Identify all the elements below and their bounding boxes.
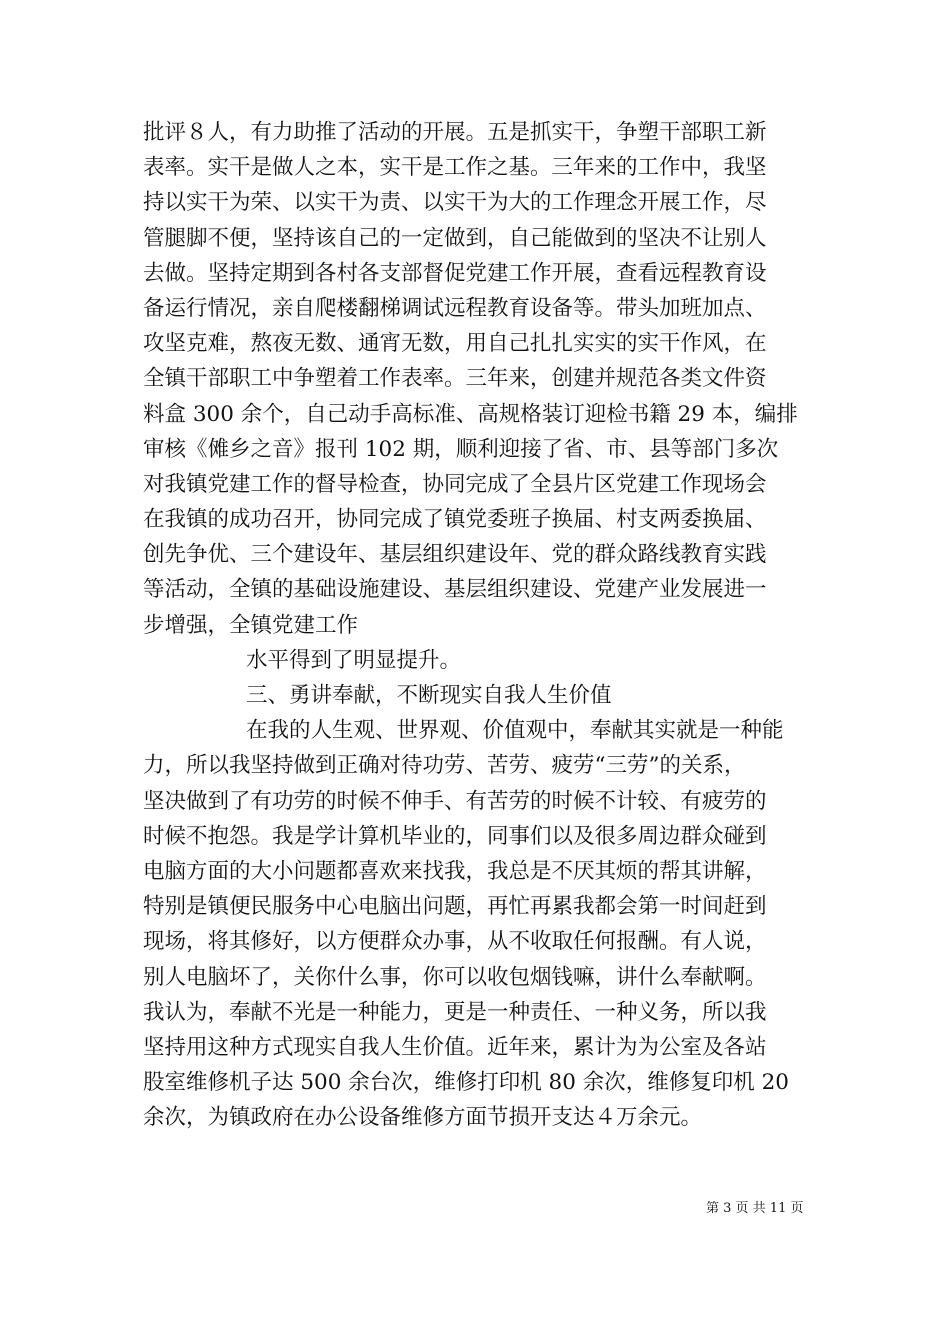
text-line: 备运行情况，亲自爬楼翻梯调试远程教育设备等。带头加班加点、 [143,295,767,321]
text-line: 持以实干为荣、以实干为责、以实干为大的工作理念开展工作，尽 [143,190,767,216]
text-line: 管腿脚不便，坚持该自己的一定做到，自己能做到的坚决不让别人 [143,225,767,251]
text-line: 力，所以我坚持做到正确对待功劳、苦劳、疲劳“三劳”的关系， [143,753,746,779]
text-line: 现场，将其修好，以方便群众办事，从不收取任何报酬。有人说， [143,929,767,955]
text-line: 特别是镇便民服务中心电脑出问题，再忙再累我都会第一时间赶到 [143,894,767,920]
text-line: 在我的人生观、世界观、价值观中，奉献其实就是一种能 [246,718,784,744]
text-line: 审核《傩乡之音》报刊 102 期，顺利迎接了省、市、县等部门多次 [143,436,779,462]
text-line: 别人电脑坏了，关你什么事，你可以收包烟钱嘛，讲什么奉献啊。 [143,964,767,990]
text-line: 余次，为镇政府在办公设备维修方面节损开支达４万余元。 [143,1105,703,1131]
text-line: 水平得到了明显提升。 [246,647,462,673]
text-line: 时候不抱怨。我是学计算机毕业的，同事们以及很多周边群众碰到 [143,823,767,849]
text-line: 对我镇党建工作的督导检查，协同完成了全县片区党建工作现场会 [143,471,767,497]
text-line: 创先争优、三个建设年、基层组织建设年、党的群众路线教育实践 [143,542,767,568]
text-line: 电脑方面的大小问题都喜欢来找我，我总是不厌其烦的帮其讲解， [143,858,767,884]
text-line: 攻坚克难，熬夜无数、通宵无数，用自己扎扎实实的实干作风，在 [143,331,767,357]
text-line: 等活动，全镇的基础设施建设、基层组织建设、党建产业发展进一 [143,577,767,603]
text-line: 坚决做到了有功劳的时候不伸手、有苦劳的时候不计较、有疲劳的 [143,788,767,814]
text-line: 全镇干部职工中争塑着工作表率。三年来，创建并规范各类文件资 [143,366,767,392]
text-line: 股室维修机子达 500 余台次，维修打印机 80 余次，维修复印机 20 [143,1070,789,1096]
text-line: 步增强，全镇党建工作 [143,612,359,638]
text-line: 批评８人，有力助推了活动的开展。五是抓实干，争塑干部职工新 [143,120,767,145]
text-line: 我认为，奉献不光是一种能力，更是一种责任、一种义务，所以我 [143,999,767,1025]
page-number-footer: 第 3 页 共 11 页 [706,1201,804,1216]
text-line: 表率。实干是做人之本，实干是工作之基。三年来的工作中，我坚 [143,155,767,181]
body-text [143,115,815,1135]
text-line: 在我镇的成功召开，协同完成了镇党委班子换届、村支两委换届、 [143,507,767,533]
section-heading: 三、勇讲奉献，不断现实自我人生价值 [246,683,612,708]
text-line: 料盒 300 余个，自己动手高标准、高规格装订迎检书籍 29 本，编排 [143,401,798,427]
text-line: 去做。坚持定期到各村各支部督促党建工作开展，查看远程教育设 [143,260,767,286]
text-line: 坚持用这种方式现实自我人生价值。近年来，累计为为公室及各站 [143,1034,767,1060]
